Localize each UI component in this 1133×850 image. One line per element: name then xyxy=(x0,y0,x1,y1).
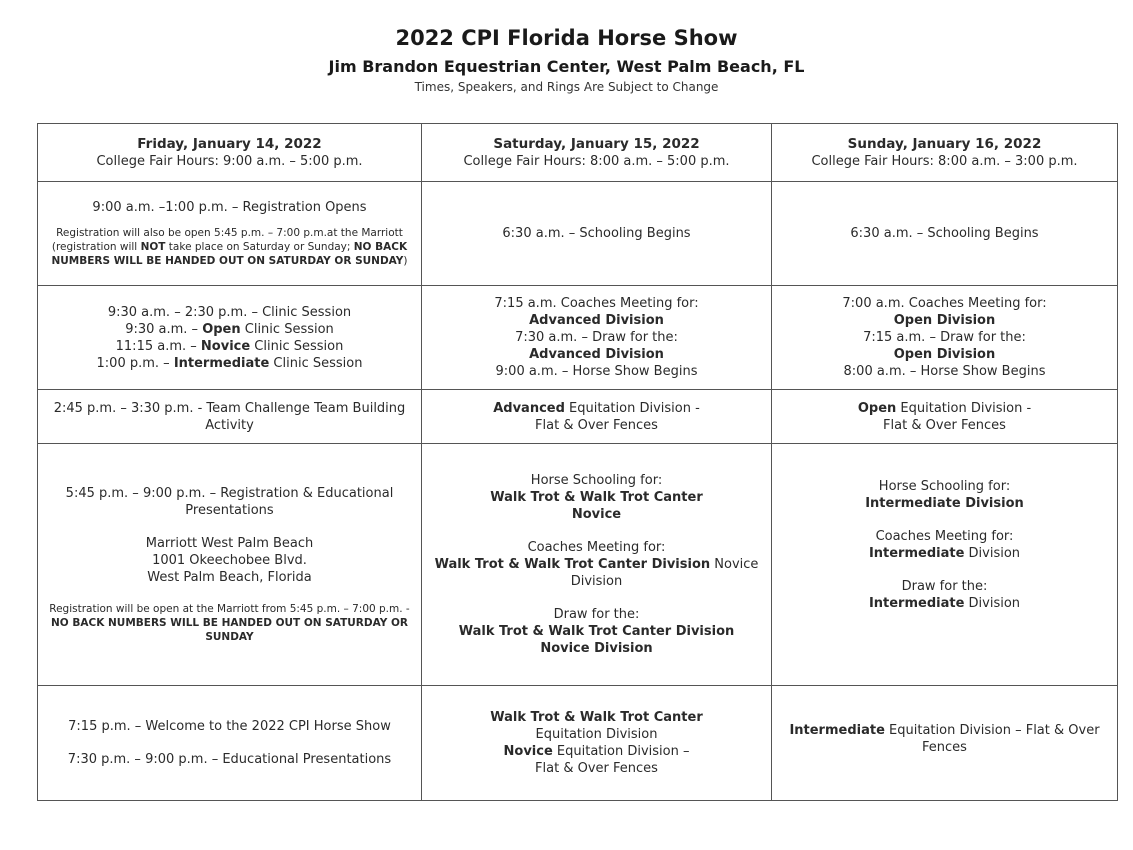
event-line xyxy=(430,400,763,417)
friday-cell xyxy=(38,390,422,444)
college-fair-hours: College Fair Hours: 8:00 a.m. – 3:00 p.m. xyxy=(811,153,1078,169)
division-name: Intermediate xyxy=(173,355,270,371)
saturday-cell xyxy=(422,182,772,286)
note-warning: NO BACK NUMBERS WILL BE HANDED OUT ON SATURDAY OR SUNDAY xyxy=(51,241,408,267)
division-name: Novice xyxy=(200,338,251,354)
division-name: Open xyxy=(857,400,897,416)
division-name: Walk Trot & Walk Trot Canter xyxy=(490,710,703,725)
event-text: 11:15 a.m. – xyxy=(115,338,201,354)
event-line: 9:00 a.m. –1:00 p.m. – Registration Opens xyxy=(92,200,367,215)
schedule-row xyxy=(38,390,1118,444)
division-name: Novice Division xyxy=(540,641,653,656)
event-text: Equitation Division – xyxy=(552,744,690,759)
division-name: Advanced Division xyxy=(529,347,664,362)
division-name: Intermediate xyxy=(868,595,965,611)
friday-cell xyxy=(38,182,422,286)
event-line: 9:30 a.m. – 2:30 p.m. – Clinic Session xyxy=(107,304,352,320)
schedule-row xyxy=(38,444,1118,686)
event-line: Horse Schooling for: xyxy=(878,478,1011,494)
change-notice: Times, Speakers, and Rings Are Subject to Change xyxy=(414,80,719,94)
event-line xyxy=(780,545,1109,562)
saturday-cell xyxy=(422,444,772,686)
event-line: 6:30 a.m. – Schooling Begins xyxy=(502,226,691,241)
event-text: Division xyxy=(964,595,1021,611)
sunday-cell xyxy=(772,444,1118,686)
event-line: 7:15 a.m. Coaches Meeting for: xyxy=(494,296,699,311)
division-name: Intermediate Division xyxy=(865,495,1024,511)
event-line: Draw for the: xyxy=(553,607,640,622)
event-line: 7:15 p.m. – Welcome to the 2022 CPI Horse Show xyxy=(68,719,391,734)
note-warning: NO BACK NUMBERS WILL BE HANDED OUT ON SATURDAY OR SUNDAY xyxy=(51,617,408,643)
event-text: Equitation Division - xyxy=(564,400,700,416)
division-name: Open xyxy=(202,321,241,337)
note-text: Registration will be open at the Marriott from 5:45 p.m. – 7:00 p.m. - xyxy=(49,603,410,615)
event-line: 9:00 a.m. – Horse Show Begins xyxy=(495,364,698,379)
college-fair-hours: College Fair Hours: 8:00 a.m. – 5:00 p.m. xyxy=(463,153,730,169)
event-line xyxy=(780,400,1109,417)
venue-address: 1001 Okeechobee Blvd. xyxy=(152,553,307,568)
saturday-header-cell xyxy=(422,124,772,182)
event-line: 2:45 p.m. – 3:30 p.m. - Team Challenge Team Building Activity xyxy=(53,400,406,433)
event-line: Flat & Over Fences xyxy=(535,417,658,433)
event-line: Flat & Over Fences xyxy=(535,761,658,776)
sunday-cell xyxy=(772,686,1118,801)
note-emphasis: NOT xyxy=(140,241,166,253)
venue-city: West Palm Beach, Florida xyxy=(147,570,312,585)
event-line: Coaches Meeting for: xyxy=(875,528,1014,544)
registration-note xyxy=(46,226,413,268)
note-text: ) xyxy=(403,255,408,267)
event-line xyxy=(430,743,763,760)
division-name: Intermediate xyxy=(868,545,965,561)
saturday-cell xyxy=(422,686,772,801)
sunday-header-cell xyxy=(772,124,1118,182)
division-name: Open Division xyxy=(893,313,996,328)
division-name: Intermediate xyxy=(789,723,885,738)
schedule-row xyxy=(38,182,1118,286)
friday-cell xyxy=(38,286,422,390)
event-line: 6:30 a.m. – Schooling Begins xyxy=(850,226,1039,241)
event-line xyxy=(46,355,413,372)
day-header-row xyxy=(38,124,1118,182)
friday-cell xyxy=(38,444,422,686)
sunday-cell xyxy=(772,182,1118,286)
event-text: Equitation Division – Flat & Over Fences xyxy=(884,723,1100,755)
day-name: Sunday, January 16, 2022 xyxy=(847,135,1042,152)
event-line: 7:15 a.m. – Draw for the: xyxy=(863,330,1026,345)
division-name: Advanced Division xyxy=(529,313,664,328)
event-text: Clinic Session xyxy=(240,321,334,337)
event-text: Novice Division xyxy=(570,557,759,589)
event-text: 1:00 p.m. – xyxy=(96,355,174,371)
event-line: Coaches Meeting for: xyxy=(527,540,666,555)
friday-header-cell xyxy=(38,124,422,182)
event-line xyxy=(780,722,1109,756)
division-name: Advanced xyxy=(493,400,565,416)
schedule-table xyxy=(37,123,1118,801)
event-line: Draw for the: xyxy=(901,578,988,594)
day-name: Saturday, January 15, 2022 xyxy=(493,135,700,152)
note-text: take place on Saturday or Sunday; xyxy=(165,241,354,253)
event-line: 8:00 a.m. – Horse Show Begins xyxy=(843,364,1046,379)
event-line xyxy=(780,595,1109,612)
event-line: 7:30 p.m. – 9:00 p.m. – Educational Presentations xyxy=(67,752,392,767)
division-name: Open Division xyxy=(893,347,996,362)
event-text: 9:30 a.m. – xyxy=(125,321,203,337)
sunday-cell xyxy=(772,390,1118,444)
saturday-cell xyxy=(422,390,772,444)
division-name: Novice xyxy=(503,744,553,759)
division-name: Walk Trot & Walk Trot Canter Division xyxy=(434,557,711,572)
event-line: 5:45 p.m. – 9:00 p.m. – Registration & Educational Presentations xyxy=(65,486,394,518)
schedule-row xyxy=(38,286,1118,390)
division-name: Walk Trot & Walk Trot Canter Division xyxy=(458,624,735,639)
college-fair-hours: College Fair Hours: 9:00 a.m. – 5:00 p.m. xyxy=(96,153,363,169)
event-line xyxy=(46,321,413,338)
event-text: Equitation Division - xyxy=(896,400,1032,416)
saturday-cell xyxy=(422,286,772,390)
venue-subtitle: Jim Brandon Equestrian Center, West Palm Beach, FL xyxy=(328,57,805,76)
division-name: Walk Trot & Walk Trot Canter xyxy=(490,490,703,505)
event-line: Horse Schooling for: xyxy=(530,473,663,488)
event-text: Clinic Session xyxy=(250,338,344,354)
event-line: Flat & Over Fences xyxy=(883,417,1006,433)
venue-name: Marriott West Palm Beach xyxy=(145,536,314,551)
note-text: Registration will also be open 5:45 p.m. – 7:00 p.m.at the Marriott (registration will xyxy=(51,227,403,253)
event-text: Division xyxy=(964,545,1021,561)
event-line: Equitation Division xyxy=(535,727,658,742)
page-title: 2022 CPI Florida Horse Show xyxy=(395,26,738,50)
friday-cell xyxy=(38,686,422,801)
day-name: Friday, January 14, 2022 xyxy=(137,135,322,152)
event-line xyxy=(430,556,763,590)
event-line xyxy=(46,338,413,355)
event-line: 7:00 a.m. Coaches Meeting for: xyxy=(842,296,1047,311)
registration-note xyxy=(46,602,413,644)
division-name: Novice xyxy=(571,507,622,522)
schedule-row xyxy=(38,686,1118,801)
sunday-cell xyxy=(772,286,1118,390)
event-text: Clinic Session xyxy=(269,355,363,371)
event-line: 7:30 a.m. – Draw for the: xyxy=(515,330,678,345)
